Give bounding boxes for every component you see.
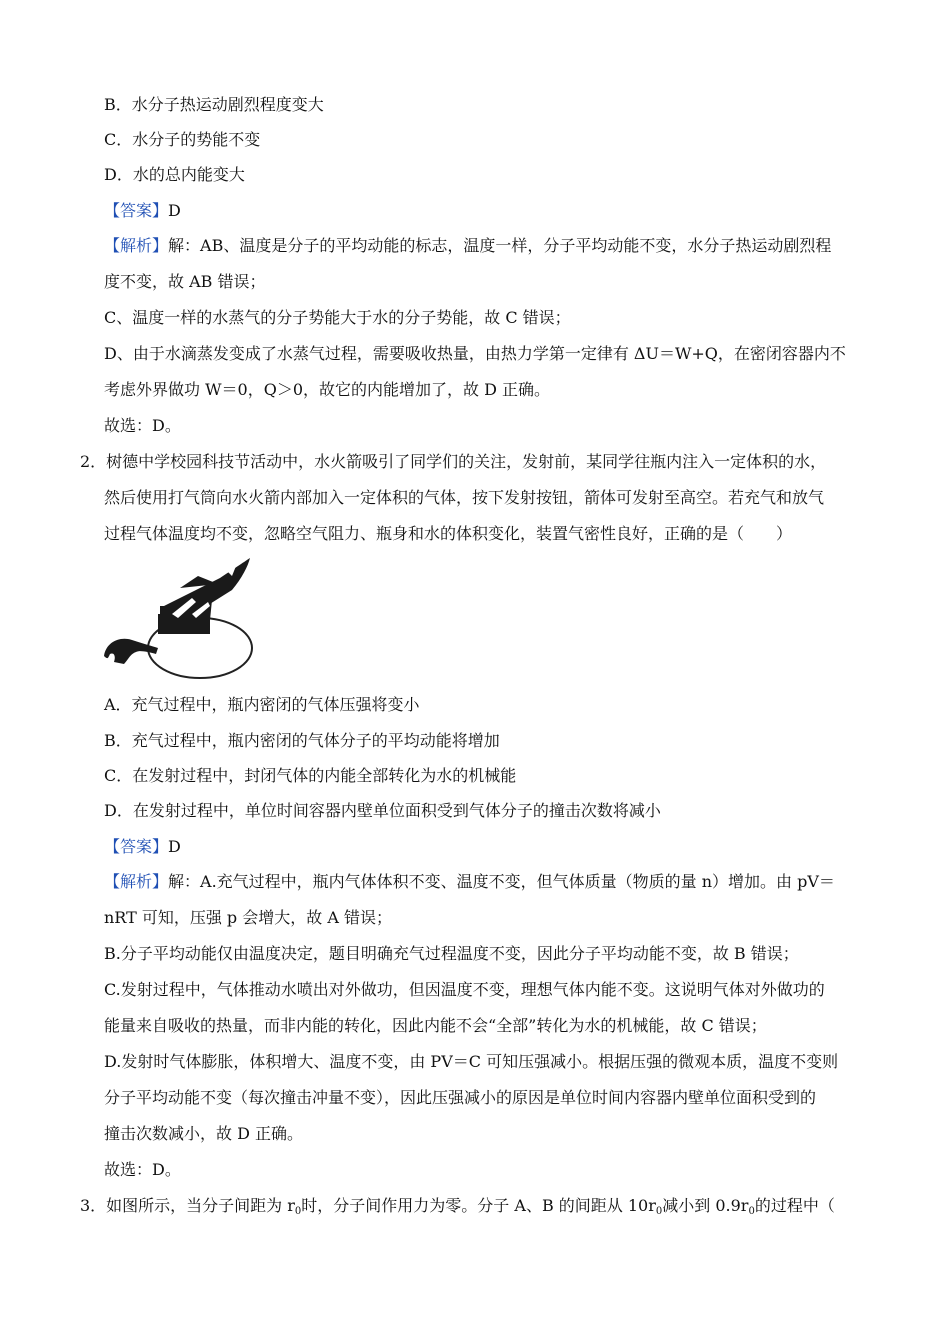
q2-stem-line-2: 然后使用打气筒向水火箭内部加入一定体积的气体，按下发射按钮，箭体可发射至高空。若充气和放气 <box>104 488 825 507</box>
q2-option-c: C．在发射过程中，封闭气体的内能全部转化为水的机械能 <box>104 766 517 785</box>
q1-choose: 故选：D。 <box>104 416 181 435</box>
subscript: 0 <box>294 1206 302 1217</box>
q1-option-c: C．水分子的势能不变 <box>104 130 261 149</box>
q2-analysis-line-3: B.分子平均动能仅由温度决定，题目明确充气过程温度不变，因此分子平均动能不变，故 B 错误； <box>104 944 799 963</box>
q3-stem-line-1 <box>80 1196 835 1222</box>
q2-option-d: D．在发射过程中，单位时间容器内壁单位面积受到气体分子的撞击次数将减小 <box>104 801 661 820</box>
q1-answer <box>104 201 181 221</box>
q1-analysis-line-2: 度不变，故 AB 错误； <box>104 272 266 291</box>
q1-option-b: B．水分子热运动剧烈程度变大 <box>104 95 324 114</box>
q2-analysis-line-4: C.发射过程中，气体推动水喷出对外做功，但因温度不变，理想气体内能不变。这说明气体对外做功的 <box>104 980 825 999</box>
q3-stem-text: 时，分子间作用力为零。分子 A、B 的间距从 10r <box>301 1196 656 1215</box>
answer-tag: 【答案】 <box>104 201 169 220</box>
subscript: 0 <box>748 1206 755 1217</box>
q2-analysis-line-5: 能量来自吸收的热量，而非内能的转化，因此内能不会“全部”转化为水的机械能，故 C 错误； <box>104 1016 767 1035</box>
q2-analysis-line-7: 分子平均动能不变（每次撞击冲量不变），因此压强减小的原因是单位时间内容器内壁单位面积受到的 <box>104 1088 817 1107</box>
q3-stem-text: 3．如图所示，当分子间距为 r <box>80 1196 295 1215</box>
water-rocket-figure <box>100 556 260 684</box>
q1-analysis-line-3: C、温度一样的水蒸气的分子势能大于水的分子势能，故 C 错误； <box>104 308 571 327</box>
answer-tag: 【答案】 <box>104 837 169 856</box>
answer-value: D <box>168 837 181 856</box>
q2-stem-line-3: 过程气体温度均不变，忽略空气阻力、瓶身和水的体积变化，装置气密性良好，正确的是（ ） <box>104 524 793 543</box>
analysis-tag: 【解析】 <box>104 872 169 891</box>
q2-analysis-line-2: nRT 可知，压强 p 会增大，故 A 错误； <box>104 908 392 927</box>
answer-value: D <box>168 201 181 220</box>
analysis-tag: 【解析】 <box>104 236 169 255</box>
q3-stem-text: 的过程中（ <box>754 1196 835 1215</box>
q2-analysis-line-8: 撞击次数减小，故 D 正确。 <box>104 1124 304 1143</box>
analysis-text: 解：AB、温度是分子的平均动能的标志，温度一样，分子平均动能不变，水分子热运动剧烈程 <box>168 236 832 255</box>
q2-stem-line-1: 2．树德中学校园科技节活动中，水火箭吸引了同学们的关注，发射前，某同学往瓶内注入一定体积的水， <box>80 452 827 471</box>
q2-option-b: B．充气过程中，瓶内密闭的气体分子的平均动能将增加 <box>104 731 500 750</box>
q2-option-a: A．充气过程中，瓶内密闭的气体压强将变小 <box>104 695 420 714</box>
q1-analysis-line-4: D、由于水滴蒸发变成了水蒸气过程，需要吸收热量，由热力学第一定律有 ΔU＝W+Q，在密闭容器内不 <box>104 344 846 363</box>
q2-choose: 故选：D。 <box>104 1160 181 1179</box>
subscript: 0 <box>655 1206 663 1217</box>
q1-analysis-line-1 <box>104 236 831 256</box>
analysis-text: 解：A.充气过程中，瓶内气体体积不变、温度不变，但气体质量（物质的量 n）增加。由 pV＝ <box>168 872 835 891</box>
q3-stem-text: 减小到 0.9r <box>662 1196 749 1215</box>
q2-answer <box>104 837 181 857</box>
q2-analysis-line-1 <box>104 872 835 892</box>
q1-analysis-line-5: 考虑外界做功 W＝0，Q＞0，故它的内能增加了，故 D 正确。 <box>104 380 551 399</box>
q1-option-d: D．水的总内能变大 <box>104 165 245 184</box>
q2-analysis-line-6: D.发射时气体膨胀，体积增大、温度不变，由 PV＝C 可知压强减小。根据压强的微观本质，温度不变则 <box>104 1052 839 1071</box>
